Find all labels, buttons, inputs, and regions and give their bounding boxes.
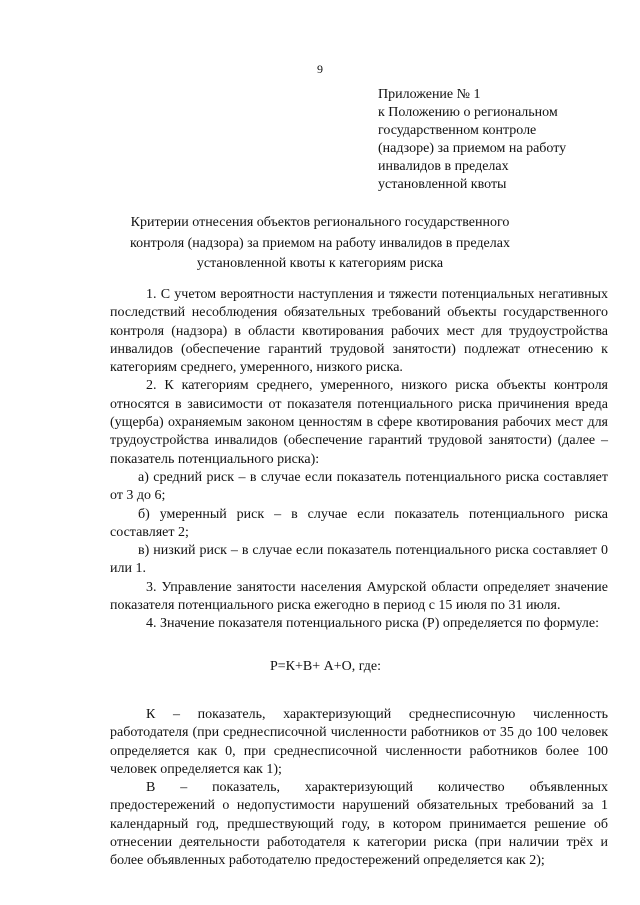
paragraph-1: 1. С учетом вероятности наступления и тяжести потенциальных негативных последствий несоблюдения обязательных требований объекты государственного контроля (надзора) в области квотирования рабочих мест для трудоустройства инвалидов (обеспечение гарантий трудовой занятости) подлежат отнесению к категориям среднего, умеренного, низкого риска. [110, 287, 608, 376]
document-body [110, 286, 608, 871]
appendix-line: государственном контроле [378, 123, 537, 138]
appendix-line: к Положению о региональном [378, 105, 558, 120]
appendix-line: (надзоре) за приемом на работу [378, 141, 567, 156]
appendix-line: инвалидов в пределах [378, 159, 509, 174]
appendix-header [378, 86, 618, 194]
subitem-b: б) умеренный риск – в случае если показатель потенциального риска составляет 2; [110, 506, 608, 540]
paragraph-4: 4. Значение показателя потенциального риска (Р) определяется по формуле: [146, 616, 600, 632]
subitem-c: в) низкий риск – в случае если показатель потенциального риска составляет 0 или 1. [110, 543, 608, 577]
page-number: 9 [317, 62, 323, 76]
appendix-line: установленной квоты [378, 177, 507, 192]
subitem-a: а) средний риск – в случае если показатель потенциального риска составляет от 3 до 6; [110, 469, 608, 504]
paragraph-2: 2. К категориям среднего, умеренного, низкого риска объекты контроля относятся в зависимости от показателя потенциального риска причинения вреда (ущерба) охраняемым законом ценностям в сфере квотирования рабочих мест для трудоустройства инвалидов (обеспечение гарантий трудовой занятости) (далее – показатель потенциального риска): [110, 378, 608, 467]
formula: Р=К+В+ А+О, где: [270, 658, 382, 674]
definition-k: К – показатель, характеризующий среднесписочную численность работодателя (при среднесписочной численности работников от 35 до 100 человек определяется как 0, при среднесписочной численности работников более 100 человек определяется как 1); [110, 706, 608, 777]
appendix-line: Приложение № 1 [378, 87, 481, 102]
paragraph-3: 3. Управление занятости населения Амурской области определяет значение показателя потенциального риска ежегодно в период с 15 июля по 31 июля. [110, 579, 608, 614]
document-title: Критерии отнесения объектов регионального государственного контроля (надзора) за приемом на работу инвалидов в пределах установленной квоты к категориям риска [130, 215, 510, 271]
definition-v: В – показатель, характеризующий количество объявленных предостережений о недопустимости нарушений обязательных требований за 1 календарный год, предшествующий году, в котором принимается решение об отнесении деятельности работодателя к категории риска (при наличии трёх и более объявленных работодателю предостережений определяется как 2); [110, 780, 608, 869]
